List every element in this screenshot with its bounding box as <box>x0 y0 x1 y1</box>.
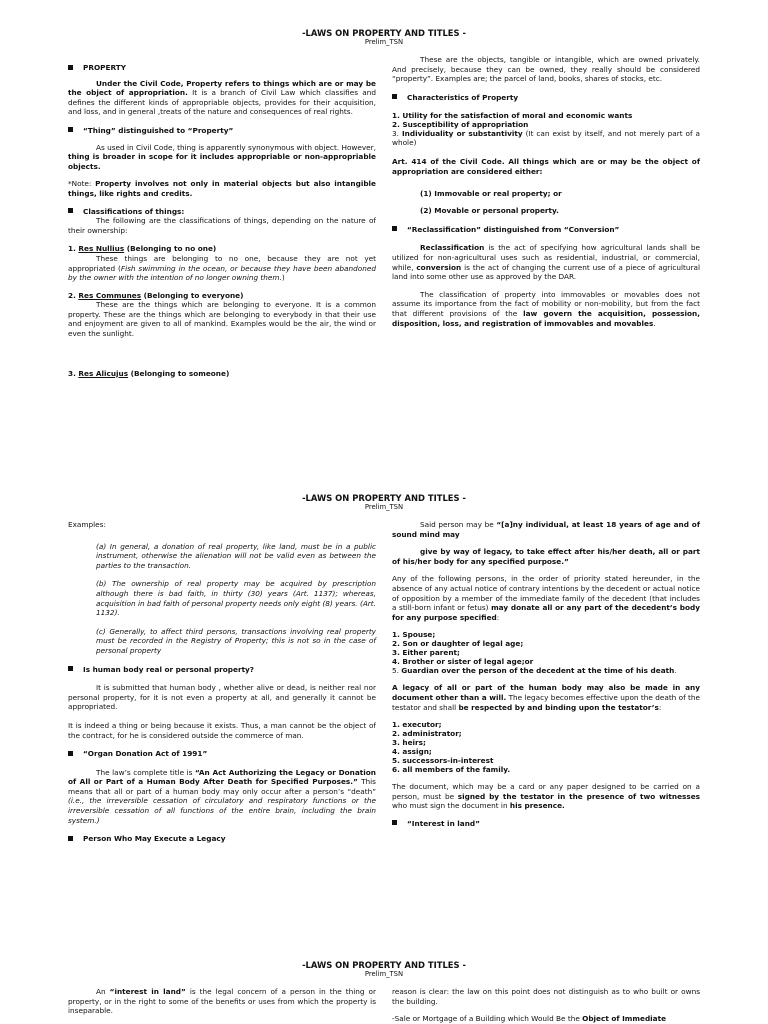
bold-text: his presence. <box>509 801 565 811</box>
heading-text: Characteristics of Property <box>407 92 519 102</box>
heading-text: “Interest in land” <box>407 818 480 828</box>
term: Res Nullius <box>78 244 125 254</box>
art-414: Art. 414 of the Civil Code. All things which are or may be the object of appropriation are considered either: <box>392 157 700 176</box>
bold-text: “An Act Authorizing the Legacy or Donation of All or Part of a Human Body After Death for Specified Purposes.” <box>68 767 376 787</box>
text: These things are belonging to no one, because they are not yet appropriated ( <box>68 253 376 273</box>
heading-organ-donation <box>68 749 376 759</box>
term: Res Alicujus <box>78 368 129 378</box>
document-title: -LAWS ON PROPERTY AND TITLES - <box>302 28 466 38</box>
heading-reclassification <box>392 225 700 235</box>
text: . <box>674 666 677 676</box>
page-header <box>0 960 768 978</box>
bold-text: law govern the acquisition, possession, disposition, loss, and registration of immovables and movables <box>392 308 701 328</box>
res-communes-text: These are the things which are belonging to everyone. It is a common property. These are the things which are belonging to everybody in that their use and enjoyment are given to all of mankind. Examples would be the air, the wind or even the sunlight. <box>68 300 376 339</box>
text: : <box>496 612 500 622</box>
text: The document, which may be a card or any paper designed to be carried on a person, must be <box>392 782 700 801</box>
text: ) <box>281 273 285 283</box>
document-title: -LAWS ON PROPERTY AND TITLES - <box>302 493 466 503</box>
bold-text: be respected by and binding upon the testator’s <box>458 702 659 712</box>
text: *Note: <box>68 179 96 189</box>
sale-mortgage-paragraph <box>392 1014 700 1024</box>
number: 3. <box>68 368 79 378</box>
characteristics-list <box>392 111 700 147</box>
heading-text: “Organ Donation Act of 1991” <box>83 749 208 759</box>
bold-text: Guardian over the person of the decedent at the time of his death <box>401 666 675 676</box>
bold-text: conversion <box>416 262 462 272</box>
reason-paragraph: reason is clear: the law on this point does not distinguish as to who built or owns the building. <box>392 987 700 1006</box>
heading-text: “Thing” distinguished to “Property” <box>83 125 234 135</box>
list-item: 1. executor; <box>392 720 442 730</box>
list-item: 2. Susceptibility of appropriation <box>392 120 529 130</box>
classifications-paragraph: The following are the classifications of things, depending on the nature of their ownership: <box>68 216 376 235</box>
res-alicujus-heading <box>68 369 376 379</box>
italic-text: (i.e., the irreversible cessation of circulatory and respiratory functions or the irreversible cessation of all functions of the entire brain, including the brain system.) <box>68 796 376 825</box>
text: . <box>653 318 656 328</box>
heading-human-body <box>68 665 376 675</box>
reclassification-paragraph <box>392 243 700 281</box>
list-item: 4. assign; <box>392 747 432 757</box>
bold-text: A legacy of all or part of the human body may also be made in any document other than a will. <box>392 683 700 702</box>
organ-donation-paragraph <box>68 768 376 826</box>
list-item <box>392 129 700 147</box>
text: It is a branch of Civil Law which classifies and defines the different kinds of appropriable objects, provides for their acquisition, and loss, and in general ,treats of the nature and consequences of real rights. <box>68 88 377 117</box>
text: An <box>96 987 110 996</box>
bold-text: Under the Civil Code, Property refers to things which are or may be the object of appropriation. <box>68 78 376 98</box>
text: (It can exist by itself, and not merely part of a whole) <box>392 129 700 148</box>
property-definition <box>68 79 376 117</box>
text: (Belonging to no one) <box>124 244 217 254</box>
text: The classification of property into immovables or movables does not assume its importance from the fact of mobility or non-mobility, but from the fact that different provisions of the <box>392 289 700 318</box>
text: Any of the following persons, in the order of priority stated hereunder, in the absence of any actual notice of contrary intentions by the decedent or actual notice of opposition by a member of the immediate family of the decedent (that includes a still-born infant or fetus) <box>392 574 700 613</box>
text: The legacy becomes effective upon the death of the testator and shall <box>392 692 701 712</box>
text: is the legal concern of a person in the thing or property, or in the right to some of the benefits or uses from which the property is inseparable. <box>68 987 376 1016</box>
list-item: 2. administrator; <box>392 729 462 739</box>
bullet-square-icon <box>68 65 73 70</box>
interest-in-land-paragraph <box>68 987 376 1016</box>
document-title: -LAWS ON PROPERTY AND TITLES - <box>302 960 466 970</box>
bold-text: Individuality or substantivity <box>401 129 523 139</box>
text: This means that all or part of a human body may only occur after a person’s “death” <box>68 777 376 796</box>
list-item: 2. Son or daughter of legal age; <box>392 639 524 649</box>
document-subtitle: Prelim_TSN <box>364 38 404 46</box>
text: is the act of specifying how agricultural lands shall be utilized for non-agricultural uses such as residential, industrial, or commercial, while, <box>392 243 700 272</box>
legacy-document-paragraph <box>392 683 700 712</box>
said-person-paragraph <box>392 520 700 539</box>
bullet-square-icon <box>68 836 73 841</box>
text: As used in Civil Code, thing is apparently synonymous with object. However, <box>96 142 376 152</box>
document-signature-paragraph <box>392 782 700 811</box>
give-legacy-paragraph: give by way of legacy, to take effect after his/her death, all or part of his/her body for any specified purpose.” <box>392 547 700 566</box>
text: -Sale or Mortgage of a Building which Would Be the <box>392 1014 583 1024</box>
bullet-square-icon <box>68 208 73 213</box>
immovable-item: (1) Immovable or real property; or <box>420 188 562 198</box>
bold-text: signed by the testator in the presence of two witnesses <box>457 791 701 801</box>
text: (Belonging to someone) <box>128 368 230 378</box>
thing-paragraph <box>68 143 376 172</box>
human-body-paragraph-1: It is submitted that human body , whether alive or dead, is neither real nor personal property, for it is not even a property at all, and generally it cannot be appropriated. <box>68 683 376 712</box>
note-paragraph <box>68 179 376 198</box>
heading-interest-in-land <box>392 819 700 829</box>
bold-text: thing is broader in scope for it includes appropriable or non-appropriable objects. <box>68 152 376 171</box>
page3-right-column <box>392 987 700 1024</box>
list-item: 6. all members of the family. <box>392 765 511 775</box>
number: 2. <box>68 290 79 300</box>
heading-classifications <box>68 207 376 217</box>
bullet-square-icon <box>392 94 397 99</box>
priority-list <box>392 630 700 675</box>
document-subtitle: Prelim_TSN <box>364 503 404 511</box>
heading-text: “Reclassification” distinguished from “Conversion” <box>407 224 620 234</box>
page2-left-column <box>68 520 376 844</box>
binding-list <box>392 720 700 774</box>
list-item: 5. successors-in-interest <box>392 756 494 766</box>
number: 5. <box>392 666 402 676</box>
text: is the act of changing the current use of a piece of agricultural land into some other use as approved by the DAR. <box>392 262 700 282</box>
heading-characteristics <box>392 93 700 103</box>
example-a: (a) In general, a donation of real property, like land, must be in a public instrument, otherwise the alienation will not be valid even as between the parties to the transaction. <box>96 541 376 570</box>
human-body-paragraph-2: It is indeed a thing or being because it exists. Thus, a man cannot be the object of the contract, for he is considered outside the commerce of man. <box>68 720 376 740</box>
text: : <box>658 702 662 712</box>
list-item <box>392 666 700 675</box>
list-item: 3. Either parent; <box>392 648 460 658</box>
res-nullius-text <box>68 254 376 283</box>
list-item: 4. Brother or sister of legal age;or <box>392 657 534 667</box>
bullet-square-icon <box>68 666 73 671</box>
heading-text: PROPERTY <box>83 63 127 72</box>
res-communes-heading <box>68 291 376 301</box>
heading-thing <box>68 126 376 136</box>
classification-paragraph <box>392 290 700 328</box>
text: Said person may be <box>420 520 497 529</box>
document-subtitle: Prelim_TSN <box>364 970 404 978</box>
number: 3. <box>392 129 402 139</box>
text: (Belonging to everyone) <box>141 290 244 300</box>
italic-text: Fish swimming in the ocean, or because they have been abandoned by the owner with the intention of no longer owning them. <box>68 263 376 283</box>
heading-person-legacy <box>68 834 376 844</box>
priority-paragraph <box>392 574 700 622</box>
page2-right-column <box>392 520 700 829</box>
heading-text: Is human body real or personal property? <box>83 664 255 674</box>
number: 1. <box>68 244 79 254</box>
bold-text: Object of Immediate <box>582 1014 667 1024</box>
page3-left-column <box>68 987 376 1016</box>
bold-text: may donate all or any part of the decedent’s body for any purpose specified <box>392 603 700 622</box>
text: who must sign the document in <box>392 801 510 811</box>
bullet-square-icon <box>68 127 73 132</box>
term: Res Communes <box>78 290 142 300</box>
res-alicujus-text: These are the objects, tangible or intangible, which are owned privately. And precisely, because they can be owned, they really should be considered “property”. Examples are; the parcel of land, books, shares of stocks, etc. <box>392 55 700 84</box>
res-nullius-heading <box>68 244 376 254</box>
bold-text: “[a]ny individual, at least 18 years of age and of sound mind may <box>392 520 700 539</box>
bold-text: “interest in land” <box>109 987 186 996</box>
bullet-square-icon <box>392 226 397 231</box>
page-header <box>0 493 768 511</box>
list-item: 3. heirs; <box>392 738 426 748</box>
heading-text: Person Who May Execute a Legacy <box>83 834 226 844</box>
bullet-square-icon <box>392 820 397 825</box>
bold-text: Property involves not only in material objects but also intangible things, like rights and credits. <box>68 179 376 198</box>
heading-property <box>68 63 376 73</box>
example-b: (b) The ownership of real property may be acquired by prescription although there is bad faith, in thirty (30) years (Art. 1137); whereas, acquisition in bad faith of personal property needs only eight (8) years. (Art. 1132). <box>96 579 376 618</box>
heading-text: Classifications of things: <box>83 206 185 216</box>
bold-text: Reclassification <box>420 243 485 253</box>
text: The law’s complete title is <box>96 767 196 777</box>
list-item: 1. Spouse; <box>392 630 436 640</box>
page1-right-column <box>392 55 700 328</box>
page-header <box>0 28 768 46</box>
movable-item: (2) Movable or personal property. <box>420 206 559 216</box>
page1-left-column <box>68 63 376 378</box>
example-c: (c) Generally, to affect third persons, transactions involving real property must be recorded in the Registry of Property; this is not so in the case of personal property <box>96 626 376 655</box>
bullet-square-icon <box>68 751 73 756</box>
examples-label: Examples: <box>68 520 106 529</box>
list-item: 1. Utility for the satisfaction of moral and economic wants <box>392 111 633 121</box>
